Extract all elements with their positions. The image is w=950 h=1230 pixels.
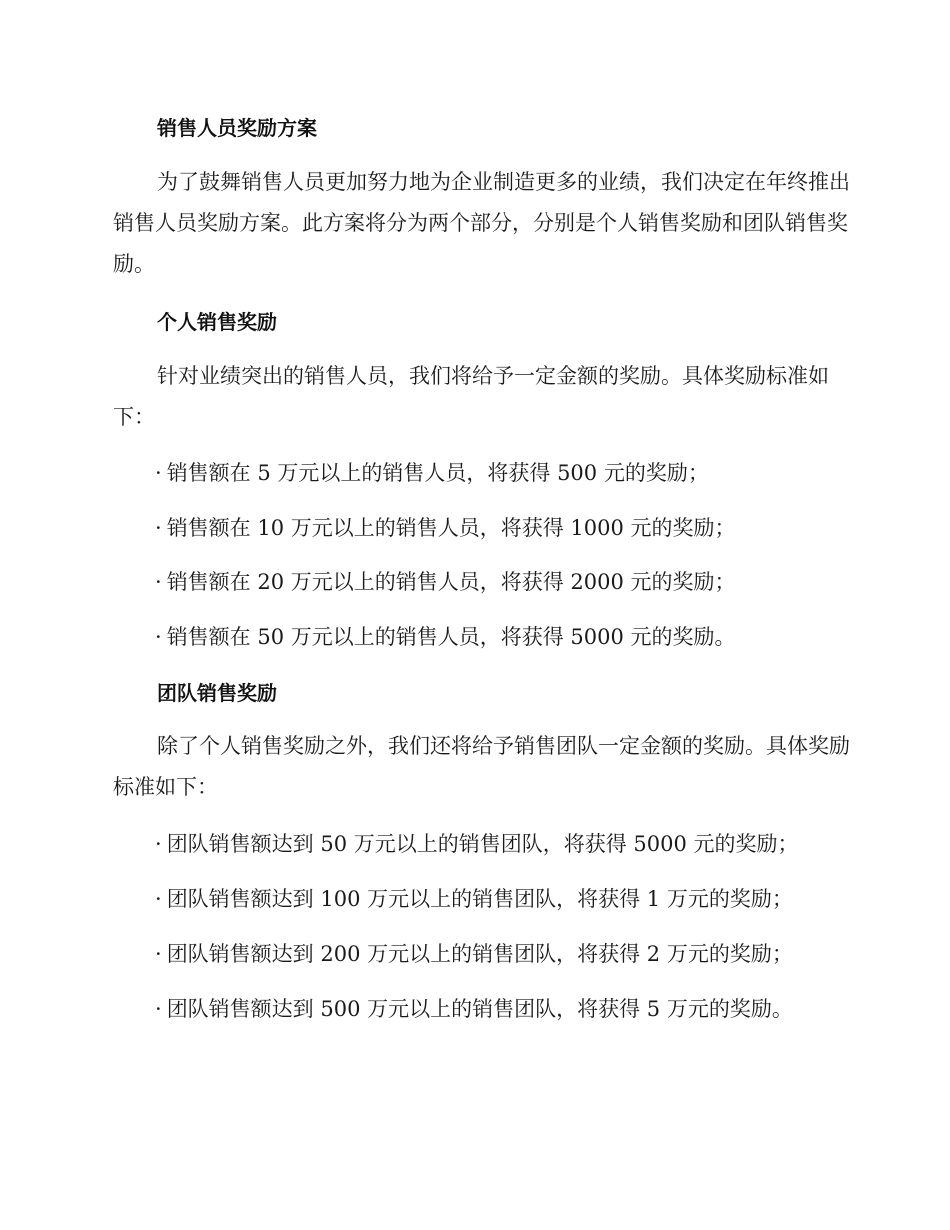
intro-paragraph: 为了鼓舞销售人员更加努力地为企业制造更多的业绩，我们决定在年终推出销售人员奖励方案。此方案将分为两个部分，分别是个人销售奖励和团队销售奖励。 xyxy=(113,170,850,276)
bullet-icon: · xyxy=(155,942,162,966)
list-item: · 销售额在 50 万元以上的销售人员，将获得 5000 元的奖励。 xyxy=(155,625,736,649)
list-item: · 团队销售额达到 100 万元以上的销售团队，将获得 1 万元的奖励； xyxy=(155,887,793,911)
section-paragraph-team: 除了个人销售奖励之外，我们还将给予销售团队一定金额的奖励。具体奖励标准如下： xyxy=(113,734,850,799)
list-item: · 销售额在 5 万元以上的销售人员，将获得 500 元的奖励； xyxy=(155,461,709,485)
list-item: · 销售额在 10 万元以上的销售人员，将获得 1000 元的奖励； xyxy=(155,516,736,540)
bullet-icon: · xyxy=(155,625,162,649)
bullet-icon: · xyxy=(155,461,162,485)
bullet-icon: · xyxy=(155,570,162,594)
list-item: · 销售额在 20 万元以上的销售人员，将获得 2000 元的奖励； xyxy=(155,570,736,594)
section-heading-individual: 个人销售奖励 xyxy=(157,310,277,334)
section-heading-team: 团队销售奖励 xyxy=(157,681,277,705)
list-item: · 团队销售额达到 500 万元以上的销售团队，将获得 5 万元的奖励。 xyxy=(155,997,793,1021)
section-paragraph-individual: 针对业绩突出的销售人员，我们将给予一定金额的奖励。具体奖励标准如下： xyxy=(113,364,829,429)
bullet-icon: · xyxy=(155,832,162,856)
document-title: 销售人员奖励方案 xyxy=(157,116,317,140)
bullet-icon: · xyxy=(155,997,162,1021)
list-item: · 团队销售额达到 200 万元以上的销售团队，将获得 2 万元的奖励； xyxy=(155,942,793,966)
list-item: · 团队销售额达到 50 万元以上的销售团队，将获得 5000 元的奖励； xyxy=(155,832,799,856)
bullet-icon: · xyxy=(155,887,162,911)
bullet-icon: · xyxy=(155,516,162,540)
